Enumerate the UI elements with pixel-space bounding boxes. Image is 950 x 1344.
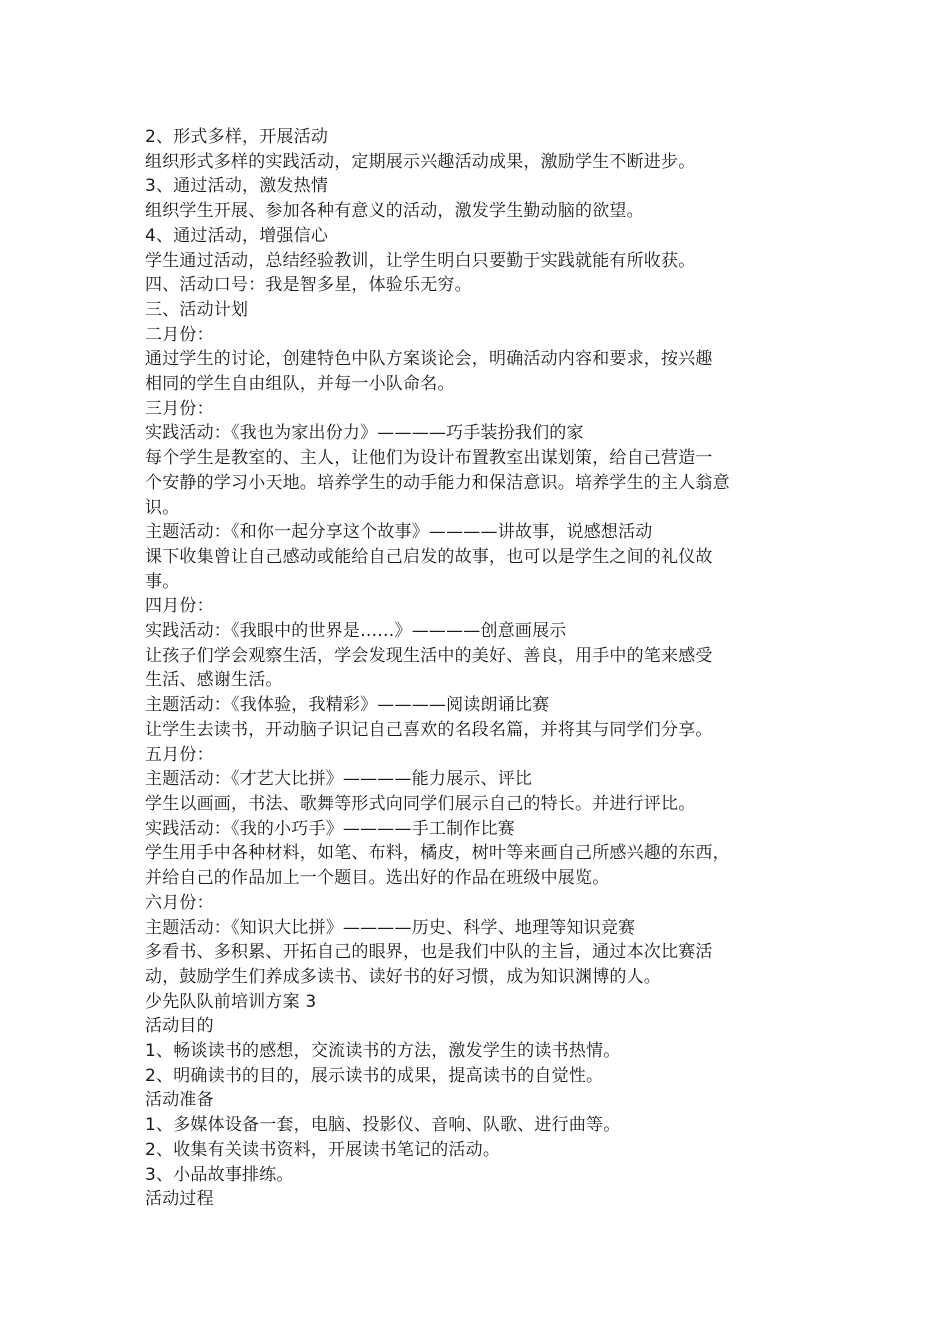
section-heading: 三、活动计划 bbox=[145, 299, 249, 320]
text-line: 4、通过活动，增强信心 bbox=[145, 225, 329, 246]
activity-title: 实践活动：《我也为家出份力》————巧手装扮我们的家 bbox=[145, 423, 584, 444]
text-line: 多看书、多积累、开拓自己的眼界，也是我们中队的主旨，通过本次比赛活 bbox=[145, 942, 713, 963]
month-heading: 五月份： bbox=[145, 744, 214, 765]
section-heading: 活动目的 bbox=[145, 1016, 214, 1037]
text-line: 动，鼓励学生们养成多读书、读好书的好习惯，成为知识渊博的人。 bbox=[145, 966, 661, 987]
text-line: 2、明确读书的目的，展示读书的成果，提高读书的自觉性。 bbox=[145, 1065, 604, 1086]
month-heading: 二月份： bbox=[145, 324, 214, 345]
text-line: 让孩子们学会观察生活，学会发现生活中的美好、善良，用手中的笔来感受 bbox=[145, 645, 713, 666]
month-heading: 六月份： bbox=[145, 892, 214, 913]
document-body bbox=[145, 125, 825, 1212]
text-line: 组织学生开展、参加各种有意义的活动，激发学生勤动脑的欲望。 bbox=[145, 201, 644, 222]
text-line: 四、活动口号：我是智多星，体验乐无穷。 bbox=[145, 275, 472, 296]
section-heading: 活动准备 bbox=[145, 1090, 214, 1111]
month-heading: 三月份： bbox=[145, 398, 214, 419]
text-line: 课下收集曾让自己感动或能给自己启发的故事，也可以是学生之间的礼仪故 bbox=[145, 546, 713, 567]
text-line: 3、小品故事排练。 bbox=[145, 1164, 294, 1185]
activity-title: 主题活动：《我体验，我精彩》————阅读朗诵比赛 bbox=[145, 695, 550, 716]
text-line: 3、通过活动，激发热情 bbox=[145, 176, 329, 197]
text-line: 2、形式多样，开展活动 bbox=[145, 127, 329, 147]
text-line: 并给自己的作品加上一个题目。选出好的作品在班级中展览。 bbox=[145, 868, 610, 889]
text-line: 学生用手中各种材料，如笔、布料，橘皮，树叶等来画自己所感兴趣的东西， bbox=[145, 843, 730, 864]
activity-title: 主题活动：《知识大比拼》————历史、科学、地理等知识竞赛 bbox=[145, 917, 636, 938]
text-line: 1、多媒体设备一套，电脑、投影仪、音响、队歌、进行曲等。 bbox=[145, 1115, 621, 1136]
text-line: 学生以画画，书法、歌舞等形式向同学们展示自己的特长。并进行评比。 bbox=[145, 793, 696, 814]
text-line: 个安静的学习小天地。培养学生的动手能力和保洁意识。培养学生的主人翁意 bbox=[145, 472, 730, 493]
plan-title: 少先队队前培训方案 3 bbox=[145, 991, 317, 1012]
text-line: 让学生去读书，开动脑子识记自己喜欢的名段名篇，并将其与同学们分享。 bbox=[145, 719, 713, 740]
section-heading: 活动过程 bbox=[145, 1189, 214, 1210]
text-line: 生活、感谢生活。 bbox=[145, 670, 283, 691]
activity-title: 主题活动：《和你一起分享这个故事》————讲故事，说感想活动 bbox=[145, 522, 653, 543]
activity-title: 主题活动：《才艺大比拼》————能力展示、评比 bbox=[145, 769, 533, 790]
text-line: 事。 bbox=[145, 571, 180, 592]
text-line: 通过学生的讨论，创建特色中队方案谈论会，明确活动内容和要求，按兴趣 bbox=[145, 349, 713, 370]
activity-title: 实践活动：《我眼中的世界是……》————创意画展示 bbox=[145, 621, 567, 642]
activity-title: 实践活动：《我的小巧手》————手工制作比赛 bbox=[145, 818, 515, 839]
text-line: 每个学生是教室的、主人，让他们为设计布置教室出谋划策，给自己营造一 bbox=[145, 448, 713, 469]
text-line: 2、收集有关读书资料，开展读书笔记的活动。 bbox=[145, 1139, 501, 1160]
text-line: 组织形式多样的实践活动，定期展示兴趣活动成果，激励学生不断进步。 bbox=[145, 151, 696, 172]
text-line: 1、畅谈读书的感想，交流读书的方法，激发学生的读书热情。 bbox=[145, 1041, 621, 1062]
month-heading: 四月份： bbox=[145, 596, 214, 617]
text-line: 识。 bbox=[145, 497, 180, 518]
text-line: 学生通过活动，总结经验教训，让学生明白只要勤于实践就能有所收获。 bbox=[145, 250, 696, 271]
text-line: 相同的学生自由组队，并每一小队命名。 bbox=[145, 374, 455, 395]
